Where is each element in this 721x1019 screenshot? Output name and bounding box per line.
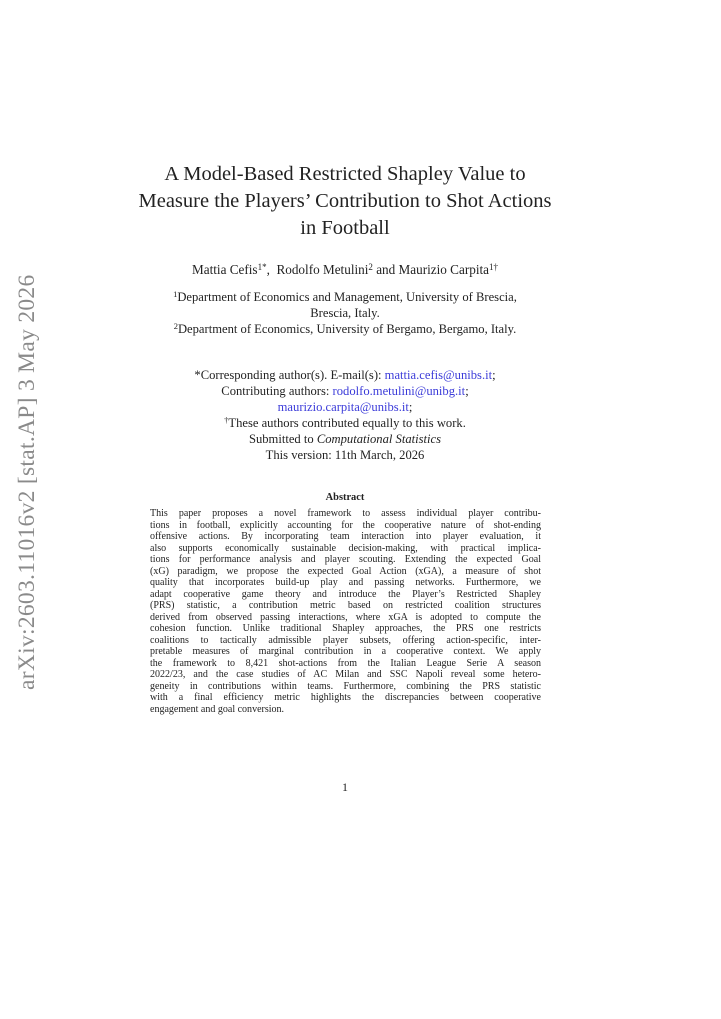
abstract-line: tions for performance analysis and player scouting. Extending the expected Goal [150, 554, 541, 565]
abstract-line: coalitions to tactically admissible player subsets, offering action-specific, inter- [150, 634, 541, 646]
journal-name: Computational Statistics [316, 432, 442, 446]
title-line: Measure the Players’ Contribution to Shot Actions [138, 190, 552, 212]
abstract-line: (PRS) statistic, a contribution metric based on restricted coalition structures [150, 600, 541, 611]
author-name: Rodolfo Metulini [276, 262, 369, 277]
affiliation-text: Brescia, Italy. [310, 306, 380, 320]
corresponding-label: *Corresponding author(s). E-mail(s): [194, 368, 385, 382]
submitted-label: Submitted to [248, 432, 317, 446]
affiliation-1 [120, 289, 570, 321]
abstract-line: geneity in contributions within teams. Furthermore, combining the PRS statistic [150, 680, 541, 692]
contributing-email-link[interactable]: rodolfo.metulini@unibg.it [332, 384, 466, 398]
title-line: A Model-Based Restricted Shapley Value to [164, 163, 526, 185]
version-date: This version: 11th March, 2026 [265, 448, 425, 462]
abstract-line: (xG) paradigm, we propose the expected Goal Action (xGA), a measure of shot [150, 565, 541, 577]
author-affiliation-mark: 2 [368, 262, 373, 272]
abstract-line: pretable measures of marginal contribution in a cooperative context. We apply [150, 646, 541, 657]
abstract-heading: Abstract [325, 492, 365, 503]
contributing-email-link[interactable]: maurizio.carpita@unibs.it [277, 400, 409, 414]
affiliation-mark: 1 [173, 289, 178, 299]
abstract-line: quality that incorporates build-up play and passing networks. Furthermore, we [150, 577, 541, 588]
correspondence-block: *Corresponding author(s). E-mail(s): mattia.cefis@unibs.it; Contributing authors: rodolfo.metulini@unibg.it; maurizio.carpita@unibs.it; †These authors contributed equally to this work. Submitted to Computational Statistics This version: 11th March, 2026 [120, 367, 570, 463]
abstract-line: 2022/23, and the case studies of AC Milan and SSC Napoli reveal some hetero- [150, 669, 541, 680]
affiliation-2 [120, 321, 570, 337]
affiliation-text: Department of Economics, University of Bergamo, Bergamo, Italy. [177, 322, 517, 336]
abstract-line: engagement and goal conversion. [150, 703, 285, 715]
abstract-line: adapt cooperative game theory and introduce the Player’s Restricted Shapley [150, 588, 541, 600]
abstract-line: with a final efficiency metric highlights the discrepancies between cooperative [150, 692, 541, 703]
author-affiliation-mark: 1† [489, 262, 498, 272]
author-list [100, 262, 590, 278]
equal-contribution-note: These authors contributed equally to this work. [228, 416, 466, 430]
abstract-line: also supports economically sustainable decision-making, with practical implica- [150, 542, 541, 554]
affiliation-text: Department of Economics and Management, University of Brescia, [177, 290, 517, 304]
title-line: in Football [300, 217, 390, 239]
abstract-line: the framework to 8,421 shot-actions from the Italian League Serie A season [150, 657, 541, 669]
abstract-line: cohesion function. Unlike traditional Shapley approaches, the PRS one restricts [150, 623, 541, 634]
author-affiliation-mark: 1* [257, 262, 267, 272]
author-separator: , [266, 262, 277, 277]
page-number: 1 [342, 780, 348, 794]
arxiv-identifier-stamp: arXiv:2603.11016v2 [stat.AP] 3 May 2026 [14, 274, 40, 690]
contributing-label: Contributing authors: [221, 384, 333, 398]
author-name: Mattia Cefis [192, 262, 258, 277]
author-name: Maurizio Carpita [398, 262, 489, 277]
abstract-line: This paper proposes a novel framework to assess individual player contribu- [150, 508, 541, 519]
equal-contribution-mark: † [224, 415, 229, 425]
abstract-line: offensive actions. By incorporating team interaction into player evaluation, it [150, 531, 541, 542]
corresponding-email-link[interactable]: mattia.cefis@unibs.it [384, 368, 493, 382]
affiliation-mark: 2 [173, 321, 178, 331]
paper-title [100, 161, 590, 242]
abstract-line: derived from observed passing interactions, where xGA is adopted to compute the [150, 611, 541, 623]
author-separator: and [372, 262, 399, 277]
abstract-body [150, 508, 541, 715]
abstract-line: tions in football, explicitly accounting for the cooperative nature of shot-ending [150, 519, 541, 531]
